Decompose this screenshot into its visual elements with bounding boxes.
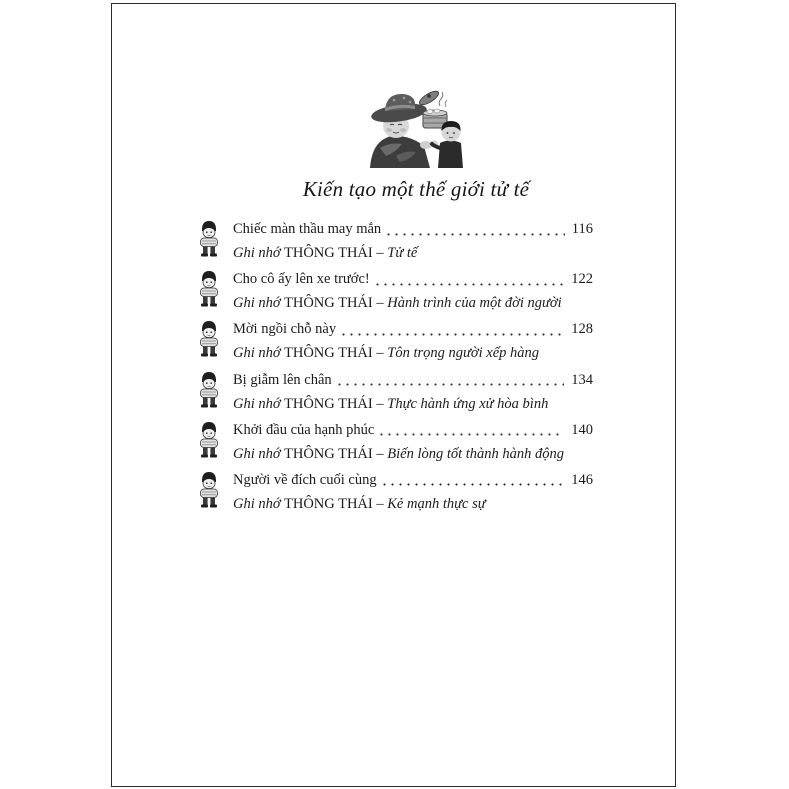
memo-caps: THÔNG THÁI <box>284 445 373 462</box>
memo-separator: – <box>376 295 384 312</box>
toc-title-line <box>233 420 593 440</box>
child-icon <box>198 319 220 357</box>
chapter-title: Mời ngồi chỗ này <box>233 321 337 338</box>
memo-text: Biến lòng tốt thành hành động <box>387 445 565 462</box>
toc-entry <box>198 370 593 420</box>
toc-title-line <box>233 319 593 339</box>
memo-line <box>233 293 593 313</box>
page-number: 122 <box>571 271 593 288</box>
toc-entry <box>198 420 593 470</box>
dot-leader <box>380 420 564 440</box>
grandmother-child-illustration <box>366 86 470 168</box>
memo-prefix: Ghi nhớ <box>233 495 281 512</box>
memo-caps: THÔNG THÁI <box>284 345 373 362</box>
memo-separator: – <box>376 395 384 412</box>
toc-entry <box>198 319 593 369</box>
chapter-title: Người về đích cuối cùng <box>233 471 377 488</box>
toc-entry <box>198 269 593 319</box>
toc-title-line <box>233 269 593 289</box>
memo-caps: THÔNG THÁI <box>284 245 373 261</box>
memo-text: Thực hành ứng xử hòa bình <box>387 395 549 412</box>
page-number: 146 <box>571 471 593 488</box>
table-of-contents <box>198 219 593 520</box>
dot-leader <box>383 470 565 490</box>
section-title: Kiến tạo một thế giới tử tế <box>302 177 530 201</box>
memo-caps: THÔNG THÁI <box>284 295 373 312</box>
memo-separator: – <box>376 345 384 362</box>
memo-text: Tôn trọng người xếp hàng <box>387 345 540 362</box>
memo-prefix: Ghi nhớ <box>233 345 281 362</box>
memo-line <box>233 394 593 414</box>
chapter-title: Chiếc màn thầu may mắn <box>233 221 382 237</box>
toc-title-line <box>233 219 593 239</box>
child-icon <box>198 420 220 458</box>
child-icon <box>198 219 220 257</box>
memo-prefix: Ghi nhớ <box>233 245 281 261</box>
memo-line <box>233 444 593 464</box>
memo-text: Hành trình của một đời người <box>387 295 562 312</box>
child-icon <box>198 370 220 408</box>
chapter-title: Khởi đầu của hạnh phúc <box>233 421 375 438</box>
dot-leader <box>376 269 565 289</box>
memo-text: Kẻ mạnh thực sự <box>387 495 486 512</box>
toc-entry <box>198 470 593 520</box>
memo-prefix: Ghi nhớ <box>233 295 281 312</box>
dot-leader <box>387 219 565 239</box>
memo-line <box>233 243 593 263</box>
memo-separator: – <box>376 445 384 462</box>
child-icon <box>198 269 220 307</box>
memo-caps: THÔNG THÁI <box>284 495 373 512</box>
dot-leader <box>342 319 564 339</box>
dot-leader <box>338 370 565 390</box>
memo-separator: – <box>376 495 384 512</box>
page-number: 134 <box>571 371 593 388</box>
page-number: 116 <box>571 221 593 237</box>
memo-prefix: Ghi nhớ <box>233 445 281 462</box>
memo-prefix: Ghi nhớ <box>233 395 281 412</box>
chapter-title: Bị giẫm lên chân <box>233 371 332 388</box>
toc-title-line <box>233 370 593 390</box>
memo-separator: – <box>376 245 384 261</box>
page-number: 128 <box>571 321 593 338</box>
memo-line <box>233 494 593 514</box>
memo-line <box>233 343 593 363</box>
page-number: 140 <box>571 421 593 438</box>
child-icon <box>198 470 220 508</box>
chapter-title: Cho cô ấy lên xe trước! <box>233 271 370 288</box>
memo-text: Tử tế <box>387 245 418 261</box>
toc-entry <box>198 219 593 269</box>
memo-caps: THÔNG THÁI <box>284 395 373 412</box>
toc-title-line <box>233 470 593 490</box>
